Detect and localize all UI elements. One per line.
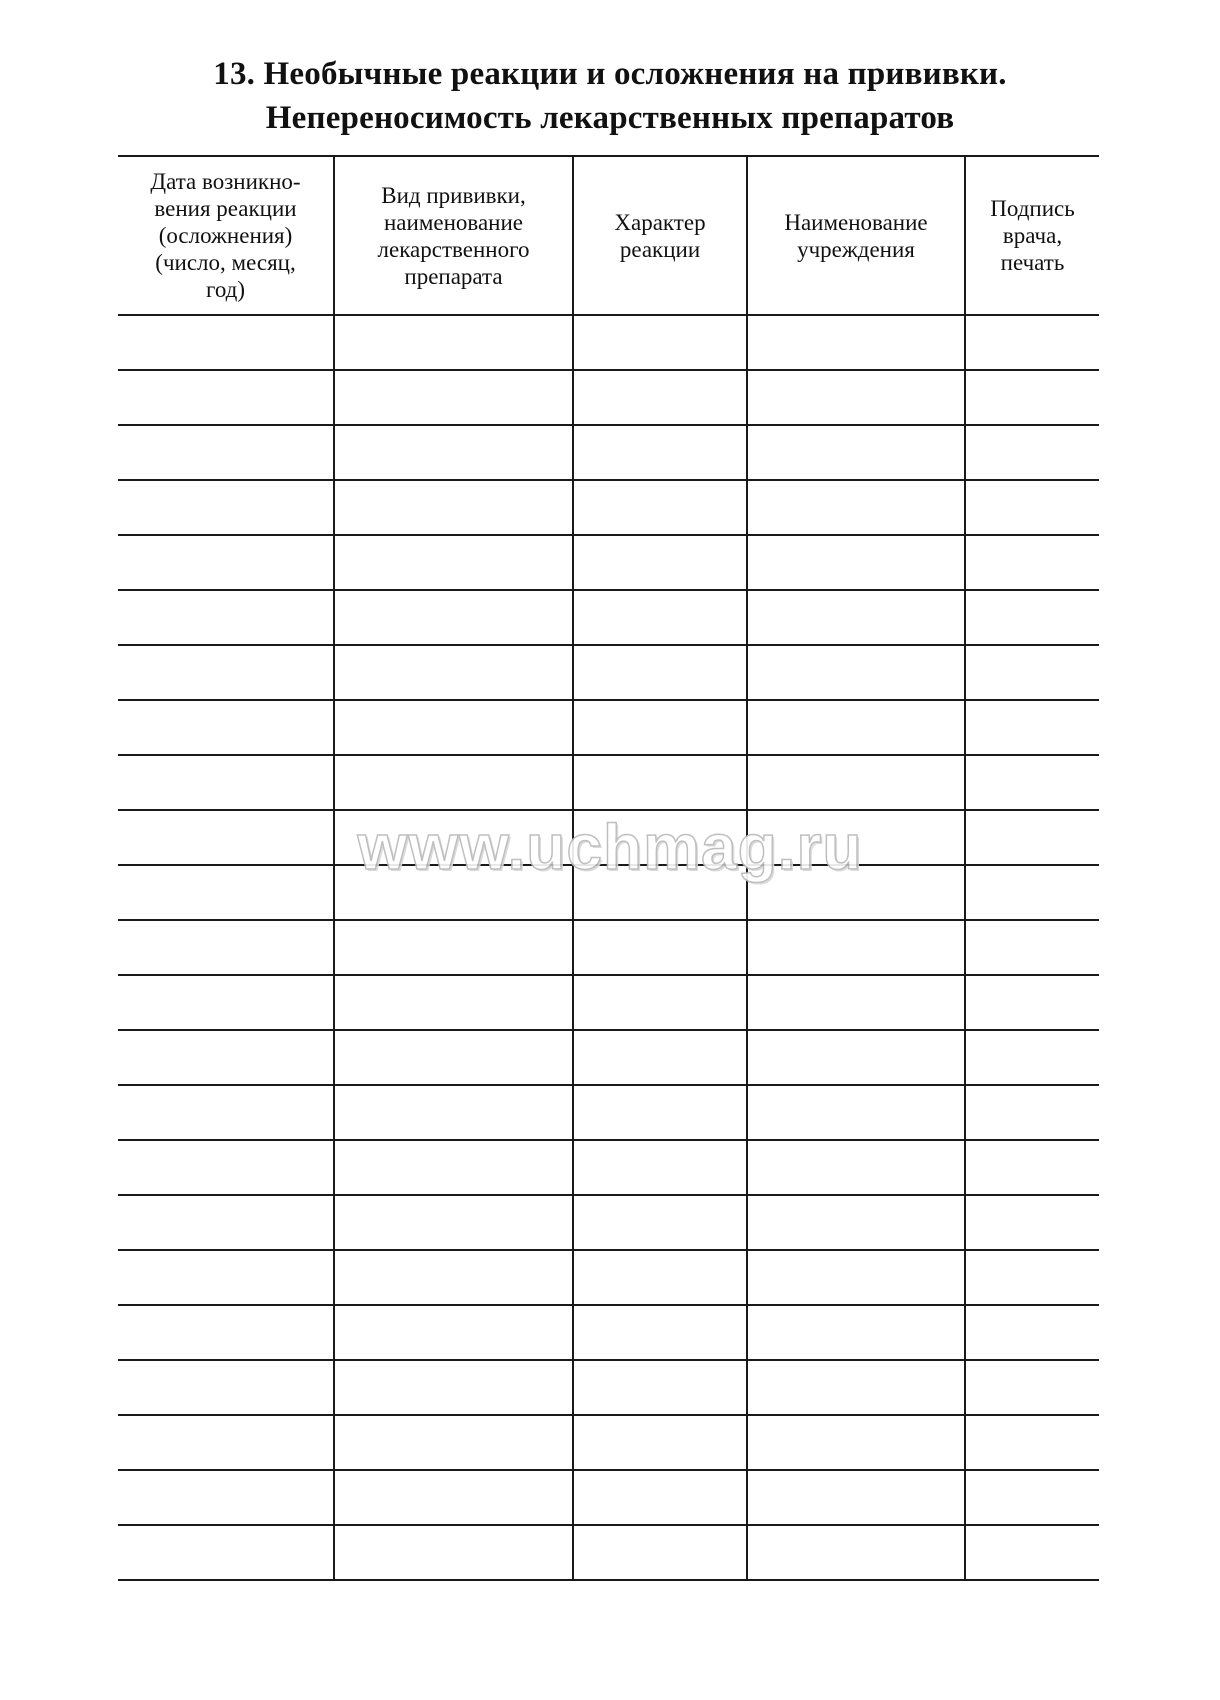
cell-institution-name[interactable] [747,700,965,755]
cell-reaction-date[interactable] [118,480,334,535]
cell-reaction-date[interactable] [118,1140,334,1195]
cell-vaccine-type[interactable] [334,1030,573,1085]
table-row [118,975,1099,1030]
cell-doctor-signature[interactable] [965,975,1099,1030]
table-row [118,700,1099,755]
cell-doctor-signature[interactable] [965,590,1099,645]
cell-doctor-signature[interactable] [965,535,1099,590]
cell-vaccine-type[interactable] [334,535,573,590]
cell-institution-name[interactable] [747,370,965,425]
cell-reaction-nature[interactable] [573,315,747,370]
cell-reaction-date[interactable] [118,1085,334,1140]
cell-doctor-signature[interactable] [965,755,1099,810]
cell-vaccine-type[interactable] [334,1250,573,1305]
title-line-1: 13. Необычные реакции и осложнения на прививки. [213,56,1007,92]
cell-doctor-signature[interactable] [965,370,1099,425]
cell-institution-name[interactable] [747,1305,965,1360]
cell-doctor-signature[interactable] [965,1415,1099,1470]
cell-doctor-signature[interactable] [965,1030,1099,1085]
cell-doctor-signature[interactable] [965,700,1099,755]
cell-reaction-date[interactable] [118,975,334,1030]
cell-institution-name[interactable] [747,1360,965,1415]
table-row [118,1085,1099,1140]
cell-reaction-date[interactable] [118,865,334,920]
table-row [118,1140,1099,1195]
watermark: www.uchmag.ru [357,811,863,883]
cell-reaction-date[interactable] [118,1470,334,1525]
cell-reaction-nature[interactable] [573,1085,747,1140]
cell-reaction-nature[interactable] [573,1415,747,1470]
cell-institution-name[interactable] [747,865,965,920]
cell-vaccine-type[interactable] [334,865,573,920]
table-row [118,920,1099,975]
cell-doctor-signature[interactable] [965,865,1099,920]
cell-reaction-nature[interactable] [573,425,747,480]
header-institution-name: Наименование учреждения [747,156,965,315]
table-row [118,645,1099,700]
cell-institution-name[interactable] [747,1525,965,1580]
table-row [118,1525,1099,1580]
cell-reaction-nature[interactable] [573,810,747,865]
cell-reaction-date[interactable] [118,425,334,480]
cell-vaccine-type[interactable] [334,370,573,425]
cell-reaction-date[interactable] [118,535,334,590]
cell-institution-name[interactable] [747,1470,965,1525]
header-vaccine-type: Вид прививки, наименование лекарственного препарата [334,156,573,315]
cell-institution-name[interactable] [747,920,965,975]
cell-reaction-nature[interactable] [573,975,747,1030]
header-doctor-signature: Подпись врача, печать [965,156,1099,315]
cell-institution-name[interactable] [747,480,965,535]
cell-doctor-signature[interactable] [965,1250,1099,1305]
cell-vaccine-type[interactable] [334,1195,573,1250]
cell-institution-name[interactable] [747,1030,965,1085]
cell-reaction-date[interactable] [118,590,334,645]
cell-doctor-signature[interactable] [965,1085,1099,1140]
table-row [118,590,1099,645]
cell-vaccine-type[interactable] [334,1140,573,1195]
cell-reaction-nature[interactable] [573,480,747,535]
cell-institution-name[interactable] [747,1140,965,1195]
cell-reaction-date[interactable] [118,755,334,810]
cell-doctor-signature[interactable] [965,1470,1099,1525]
cell-vaccine-type[interactable] [334,1525,573,1580]
cell-institution-name[interactable] [747,1415,965,1470]
cell-reaction-nature[interactable] [573,1525,747,1580]
cell-institution-name[interactable] [747,1085,965,1140]
cell-institution-name[interactable] [747,1250,965,1305]
cell-vaccine-type[interactable] [334,315,573,370]
cell-vaccine-type[interactable] [334,1415,573,1470]
cell-doctor-signature[interactable] [965,920,1099,975]
table-row [118,535,1099,590]
cell-reaction-date[interactable] [118,1360,334,1415]
cell-vaccine-type[interactable] [334,700,573,755]
cell-reaction-nature[interactable] [573,700,747,755]
cell-vaccine-type[interactable] [334,590,573,645]
title-line-2: Непереносимость лекарственных препаратов [265,100,955,136]
table-row [118,1470,1099,1525]
cell-doctor-signature[interactable] [965,480,1099,535]
cell-vaccine-type[interactable] [334,1360,573,1415]
table-row [118,865,1099,920]
cell-reaction-nature[interactable] [573,645,747,700]
table-row [118,1030,1099,1085]
cell-vaccine-type[interactable] [334,1305,573,1360]
table-row [118,1360,1099,1415]
page-title [0,52,1220,140]
table-row [118,1250,1099,1305]
cell-reaction-date[interactable] [118,920,334,975]
cell-institution-name[interactable] [747,535,965,590]
cell-doctor-signature[interactable] [965,1525,1099,1580]
cell-reaction-nature[interactable] [573,1250,747,1305]
table-row [118,1195,1099,1250]
cell-reaction-nature[interactable] [573,865,747,920]
cell-institution-name[interactable] [747,975,965,1030]
cell-vaccine-type[interactable] [334,1470,573,1525]
cell-doctor-signature[interactable] [965,1140,1099,1195]
table-body [118,315,1099,1580]
header-reaction-nature: Характер реакции [573,156,747,315]
cell-institution-name[interactable] [747,590,965,645]
table-row [118,315,1099,370]
cell-doctor-signature[interactable] [965,315,1099,370]
cell-doctor-signature[interactable] [965,1305,1099,1360]
cell-reaction-nature[interactable] [573,1195,747,1250]
cell-reaction-date[interactable] [118,1525,334,1580]
cell-doctor-signature[interactable] [965,810,1099,865]
table-row [118,370,1099,425]
cell-doctor-signature[interactable] [965,645,1099,700]
cell-reaction-nature[interactable] [573,1140,747,1195]
cell-reaction-date[interactable] [118,1195,334,1250]
cell-reaction-nature[interactable] [573,1030,747,1085]
cell-reaction-date[interactable] [118,1305,334,1360]
table-header-row [118,156,1099,315]
header-reaction-date: Дата возникно- вения реакции (осложнения) (число, месяц, год) [118,156,334,315]
cell-institution-name[interactable] [747,1195,965,1250]
cell-reaction-nature[interactable] [573,1470,747,1525]
cell-vaccine-type[interactable] [334,1085,573,1140]
cell-institution-name[interactable] [747,755,965,810]
cell-vaccine-type[interactable] [334,425,573,480]
cell-institution-name[interactable] [747,315,965,370]
cell-reaction-nature[interactable] [573,755,747,810]
table-row [118,755,1099,810]
cell-vaccine-type[interactable] [334,645,573,700]
cell-reaction-date[interactable] [118,1415,334,1470]
cell-vaccine-type[interactable] [334,480,573,535]
cell-reaction-nature[interactable] [573,590,747,645]
cell-reaction-nature[interactable] [573,1360,747,1415]
reactions-table [118,155,1099,1581]
cell-doctor-signature[interactable] [965,425,1099,480]
cell-doctor-signature[interactable] [965,1360,1099,1415]
cell-reaction-date[interactable] [118,645,334,700]
cell-vaccine-type[interactable] [334,975,573,1030]
cell-institution-name[interactable] [747,425,965,480]
cell-reaction-nature[interactable] [573,535,747,590]
cell-reaction-date[interactable] [118,810,334,865]
cell-reaction-nature[interactable] [573,1305,747,1360]
cell-reaction-date[interactable] [118,370,334,425]
table-row [118,1415,1099,1470]
cell-reaction-date[interactable] [118,1250,334,1305]
cell-vaccine-type[interactable] [334,920,573,975]
cell-reaction-date[interactable] [118,1030,334,1085]
cell-reaction-date[interactable] [118,315,334,370]
table-row [118,1305,1099,1360]
cell-institution-name[interactable] [747,810,965,865]
cell-institution-name[interactable] [747,645,965,700]
cell-vaccine-type[interactable] [334,810,573,865]
cell-reaction-nature[interactable] [573,920,747,975]
table-row [118,810,1099,865]
cell-vaccine-type[interactable] [334,755,573,810]
cell-reaction-date[interactable] [118,700,334,755]
cell-reaction-nature[interactable] [573,370,747,425]
cell-doctor-signature[interactable] [965,1195,1099,1250]
table-row [118,480,1099,535]
table-row [118,425,1099,480]
